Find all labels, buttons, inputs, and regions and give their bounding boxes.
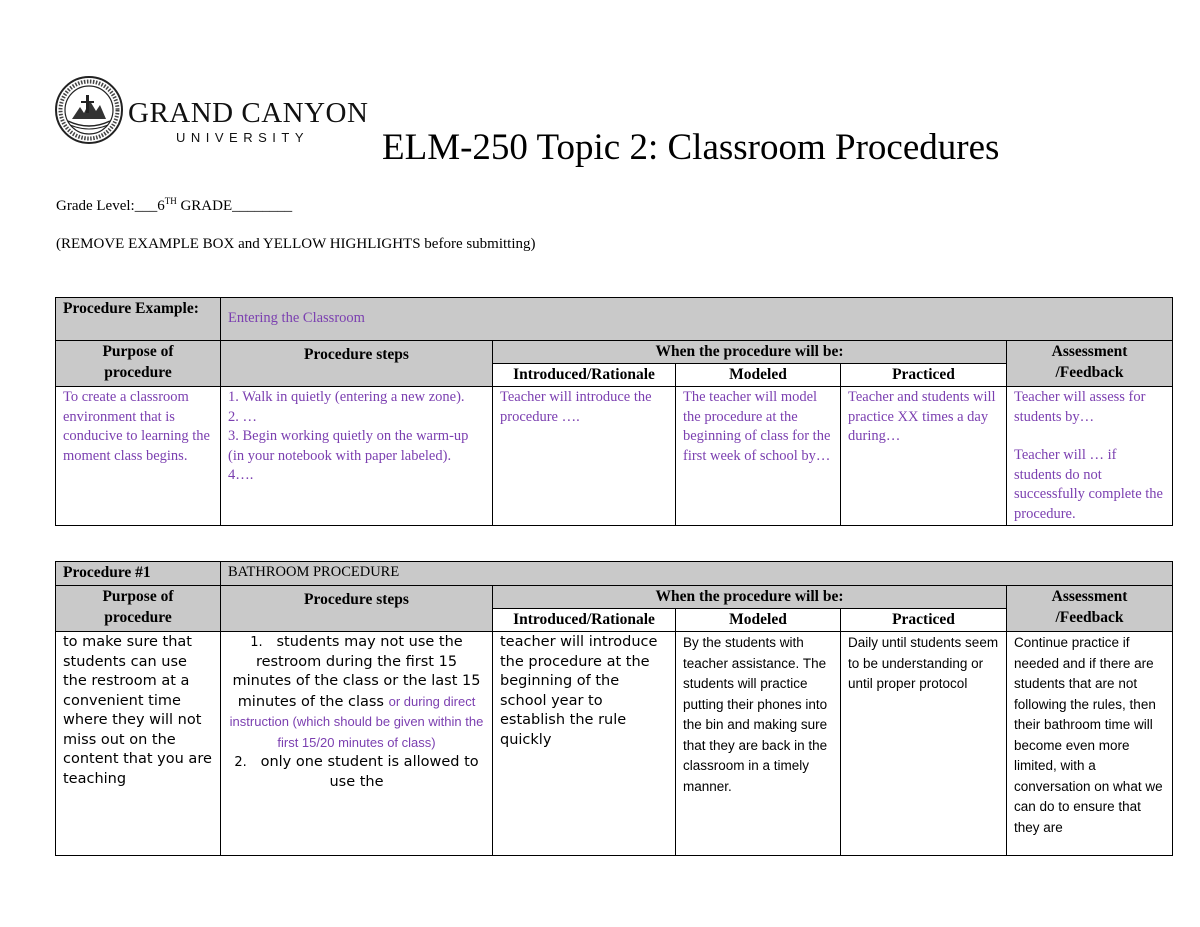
procedure-1-step-1-purple: or during direct instruction (which should be given within the first 15/20 minutes of class) <box>229 693 484 750</box>
header-purpose: Purpose of procedure <box>56 341 221 387</box>
header-practiced: Practiced <box>841 609 1007 632</box>
logo-name-line2: UNIVERSITY <box>176 130 310 145</box>
procedure-1-assessment: Continue practice if needed and if there are students that are not following the rules, then their bathroom time will become even more limited, with a conversation on what we can do to ensure that they are <box>1007 632 1173 856</box>
procedure-1-practiced: Daily until students seem to be understanding or until proper protocol <box>841 632 1007 856</box>
header-when: When the procedure will be: <box>493 586 1007 609</box>
header-steps: Procedure steps <box>221 341 493 387</box>
grade-level-label: Grade Level:___6 <box>56 198 165 214</box>
procedure-1-step-2-number: 2. <box>234 755 247 770</box>
procedure-1-name: BATHROOM PROCEDURE <box>221 562 1173 586</box>
header-introduced: Introduced/Rationale <box>493 364 676 387</box>
example-name: Entering the Classroom <box>221 298 1173 341</box>
procedure-1-content-row <box>56 632 1173 856</box>
document-title: ELM-250 Topic 2: Classroom Procedures <box>382 127 1000 168</box>
example-modeled: The teacher will model the procedure at the beginning of class for the first week of school by… <box>676 387 841 526</box>
header-modeled: Modeled <box>676 609 841 632</box>
example-assessment-1: Teacher will assess for students by… <box>1014 389 1146 425</box>
university-seal-icon <box>54 75 124 145</box>
procedure-1-label: Procedure #1 <box>56 562 221 586</box>
procedure-1-step-1-number: 1. <box>250 635 263 650</box>
header-assessment: Assessment /Feedback <box>1007 341 1173 387</box>
example-step: 2. … <box>228 408 257 425</box>
example-label: Procedure Example: <box>56 298 221 341</box>
header-steps: Procedure steps <box>221 586 493 632</box>
procedure-1-modeled: By the students with teacher assistance. The students will practice putting their phones into the bin and making sure that they are back in the classroom in a timely manner. <box>676 632 841 856</box>
example-practiced: Teacher and students will practice XX times a day during… <box>841 387 1007 526</box>
procedure-1-step-1-text: students may not use the restroom during the first 15 minutes of the class or the last 15 minutes of the class <box>232 634 481 710</box>
grade-level-line <box>56 196 292 215</box>
procedure-1-step-2-text: only one student is allowed to use the <box>260 754 479 790</box>
example-step: 3. Begin working quietly on the warm-up (in your notebook with paper labeled). <box>228 428 469 464</box>
example-procedure-table <box>55 297 1173 526</box>
example-assessment-2: Teacher will … if students do not successfully complete the procedure. <box>1014 447 1163 522</box>
header-when: When the procedure will be: <box>493 341 1007 364</box>
example-header-row <box>56 341 1173 364</box>
logo-name-line1: GRAND CANYON <box>128 97 369 129</box>
example-introduced: Teacher will introduce the procedure …. <box>493 387 676 526</box>
example-title-row <box>56 298 1173 341</box>
example-purpose: To create a classroom environment that is conducive to learning the moment class begins. <box>56 387 221 526</box>
header-practiced: Practiced <box>841 364 1007 387</box>
header-purpose: Purpose of procedure <box>56 586 221 632</box>
example-assessment <box>1007 387 1173 526</box>
procedure-1-table <box>55 561 1173 856</box>
example-steps <box>221 387 493 526</box>
procedure-1-header-row <box>56 586 1173 609</box>
procedure-1-introduced: teacher will introduce the procedure at the beginning of the school year to establish the rule quickly <box>493 632 676 856</box>
university-logo <box>54 75 374 150</box>
example-step: 1. Walk in quietly (entering a new zone). <box>228 389 465 405</box>
header-assessment: Assessment /Feedback <box>1007 586 1173 632</box>
procedure-1-steps <box>221 632 493 856</box>
grade-level-superscript: TH <box>164 196 177 206</box>
procedure-1-step-2 <box>227 753 486 792</box>
remove-note: (REMOVE EXAMPLE BOX and YELLOW HIGHLIGHTS before submitting) <box>56 236 536 252</box>
procedure-1-step-1 <box>227 633 486 753</box>
procedure-1-title-row <box>56 562 1173 586</box>
header-modeled: Modeled <box>676 364 841 387</box>
procedure-1-purpose: to make sure that students can use the restroom at a convenient time where they will not miss out on the content that you are teaching <box>56 632 221 856</box>
grade-level-rest: GRADE________ <box>176 198 293 214</box>
example-content-row <box>56 387 1173 526</box>
example-step: 4…. <box>228 467 254 483</box>
header-introduced: Introduced/Rationale <box>493 609 676 632</box>
